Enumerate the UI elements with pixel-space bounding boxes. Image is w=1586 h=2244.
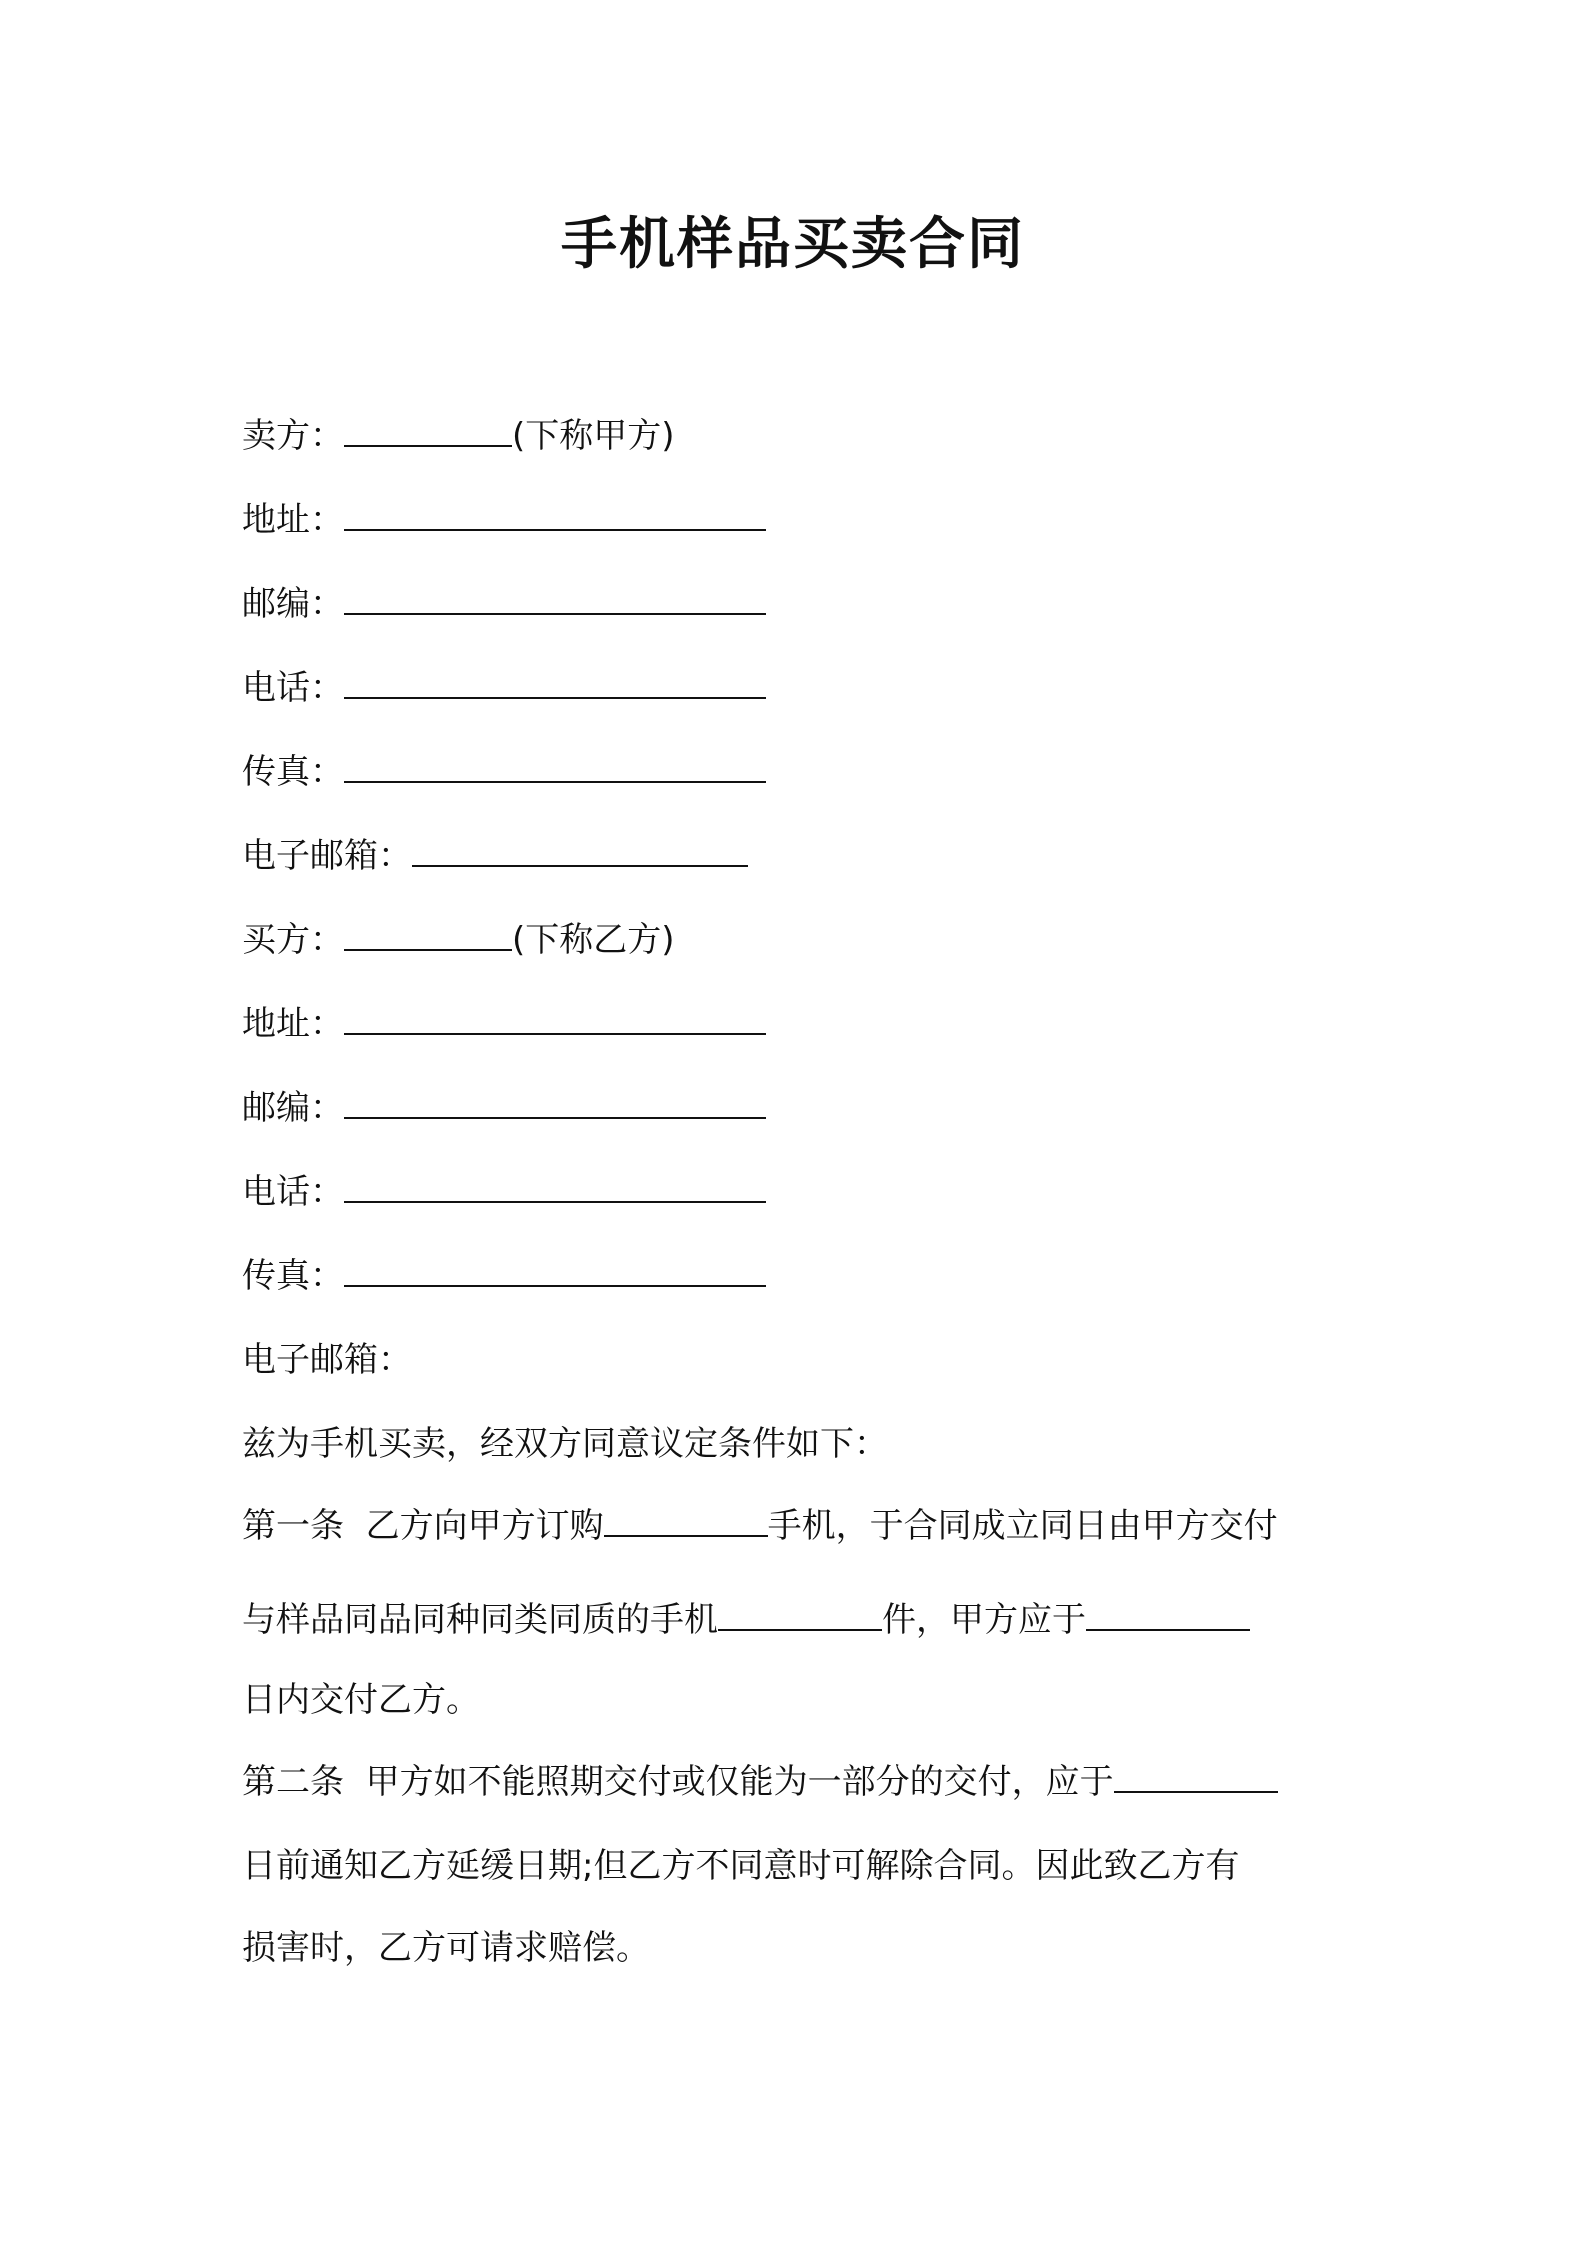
- seller-blank[interactable]: [344, 413, 512, 447]
- article1-line2: [242, 1596, 1362, 1644]
- buyer-address-label: 地址：: [242, 1004, 344, 1044]
- buyer-label: 买方：: [242, 920, 344, 960]
- seller-fax-line: [242, 748, 766, 796]
- article2-notice-days-blank[interactable]: [1114, 1759, 1278, 1793]
- page-title: 手机样品买卖合同: [561, 212, 1025, 277]
- article2-line3: 损害时，乙方可请求赔偿。: [242, 1928, 650, 1968]
- seller-line: [242, 412, 675, 460]
- article2-text-a: 第二条 甲方如不能照期交付或仅能为一部分的交付，应于: [242, 1762, 1114, 1802]
- buyer-fax-blank[interactable]: [344, 1253, 766, 1287]
- article1-text-c: 与样品同品同种同类同质的手机: [242, 1600, 718, 1640]
- seller-postcode-line: [242, 580, 766, 628]
- seller-address-blank[interactable]: [344, 497, 766, 531]
- seller-label: 卖方：: [242, 416, 344, 456]
- seller-postcode-label: 邮编：: [242, 584, 344, 624]
- buyer-postcode-line: [242, 1084, 766, 1132]
- seller-postcode-blank[interactable]: [344, 581, 766, 615]
- article1-text-b: 手机，于合同成立同日由甲方交付: [767, 1506, 1278, 1546]
- seller-email-line: [242, 832, 748, 880]
- article1-text-d: 件，甲方应于: [882, 1600, 1086, 1640]
- buyer-email-label: 电子邮箱：: [242, 1340, 412, 1380]
- buyer-suffix: (下称乙方): [512, 920, 675, 960]
- article2-line2: 日前通知乙方延缓日期;但乙方不同意时可解除合同。因此致乙方有: [242, 1846, 1240, 1886]
- seller-email-label: 电子邮箱：: [242, 836, 412, 876]
- buyer-address-line: [242, 1000, 766, 1048]
- article2-line1: [242, 1758, 1362, 1806]
- seller-suffix: (下称甲方): [512, 416, 675, 456]
- seller-phone-label: 电话：: [242, 668, 344, 708]
- seller-fax-blank[interactable]: [344, 749, 766, 783]
- article1-phone-model-blank[interactable]: [604, 1503, 768, 1537]
- article1-text-a: 第一条 乙方向甲方订购: [242, 1506, 604, 1546]
- buyer-blank[interactable]: [344, 917, 512, 951]
- buyer-phone-label: 电话：: [242, 1172, 344, 1212]
- buyer-email-line: [242, 1336, 412, 1384]
- buyer-fax-line: [242, 1252, 766, 1300]
- buyer-address-blank[interactable]: [344, 1001, 766, 1035]
- buyer-fax-label: 传真：: [242, 1256, 344, 1296]
- seller-fax-label: 传真：: [242, 752, 344, 792]
- seller-phone-line: [242, 664, 766, 712]
- intro-text: 兹为手机买卖，经双方同意议定条件如下：: [242, 1424, 888, 1464]
- buyer-postcode-label: 邮编：: [242, 1088, 344, 1128]
- seller-email-blank[interactable]: [412, 833, 748, 867]
- seller-address-line: [242, 496, 766, 544]
- article1-days-blank[interactable]: [1086, 1597, 1250, 1631]
- buyer-phone-line: [242, 1168, 766, 1216]
- seller-address-label: 地址：: [242, 500, 344, 540]
- seller-phone-blank[interactable]: [344, 665, 766, 699]
- buyer-line: [242, 916, 675, 964]
- buyer-phone-blank[interactable]: [344, 1169, 766, 1203]
- article1-line1: [242, 1502, 1362, 1550]
- article1-line3: 日内交付乙方。: [242, 1680, 480, 1720]
- article1-quantity-blank[interactable]: [718, 1597, 882, 1631]
- buyer-postcode-blank[interactable]: [344, 1085, 766, 1119]
